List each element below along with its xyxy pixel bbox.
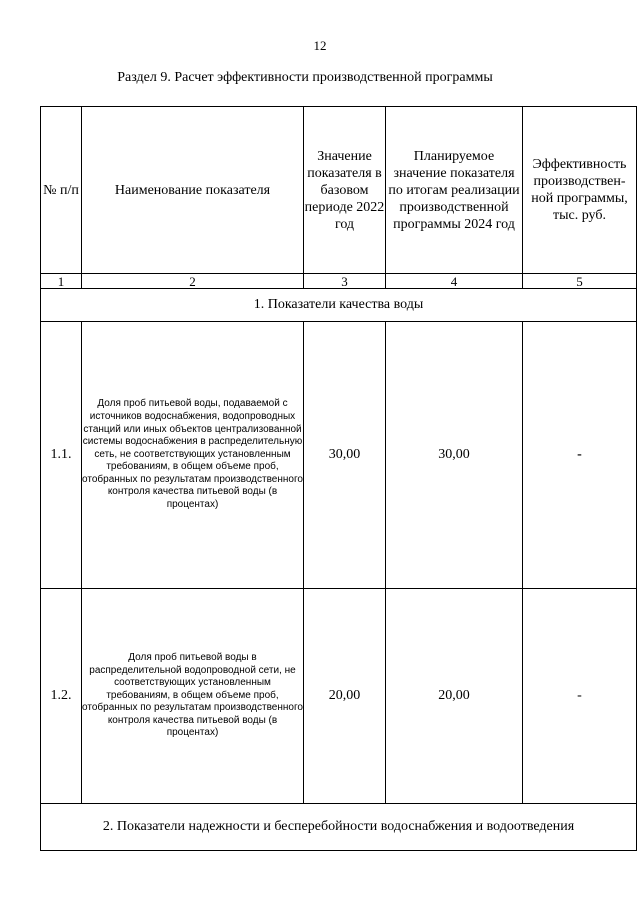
column-number: 3 [304,274,386,289]
row-number: 1.1. [41,322,82,589]
row-indicator-name: Доля проб питьевой воды в распределительной водопроводной сети, не соответствующих установленным требованиям, в общем объеме проб, отобранных по результатам производственного контроля качества питьевой воды (в процентах) [82,589,304,804]
header-planned-value: Планируемое значение показателя по итогам реализации производственной программы 2024 год [386,107,523,274]
column-number: 1 [41,274,82,289]
row-planned-value: 20,00 [386,589,523,804]
header-base-value: Значение показателя в базовом периоде 2022 год [304,107,386,274]
column-number: 2 [82,274,304,289]
group-row [41,289,637,322]
table-row [41,589,637,804]
group-title: 2. Показатели надежности и бесперебойности водоснабжения и водоотведения [41,804,637,851]
header-row [41,107,637,274]
page-number: 12 [313,38,327,53]
section-title: Раздел 9. Расчет эффективности производственной программы [117,70,493,85]
row-planned-value: 30,00 [386,322,523,589]
header-efficiency: Эффективность производствен-ной программы, тыс. руб. [523,107,637,274]
row-base-value: 30,00 [304,322,386,589]
group-title: 1. Показатели качества воды [41,289,637,322]
column-number-row [41,274,637,289]
row-efficiency: - [523,589,637,804]
row-efficiency: - [523,322,637,589]
column-number: 5 [523,274,637,289]
group-row [41,804,637,851]
header-num: № п/п [41,107,82,274]
table-row [41,322,637,589]
header-name: Наименование показателя [82,107,304,274]
row-indicator-name: Доля проб питьевой воды, подаваемой с источников водоснабжения, водопроводных станций или иных объектов централизованной системы водоснабжения в распределительную сеть, не соответствующих установленным требованиям, в общем объеме проб, отобранных по результатам производственного контроля качества питьевой воды (в процентах) [82,322,304,589]
efficiency-table [40,106,637,851]
row-base-value: 20,00 [304,589,386,804]
column-number: 4 [386,274,523,289]
row-number: 1.2. [41,589,82,804]
